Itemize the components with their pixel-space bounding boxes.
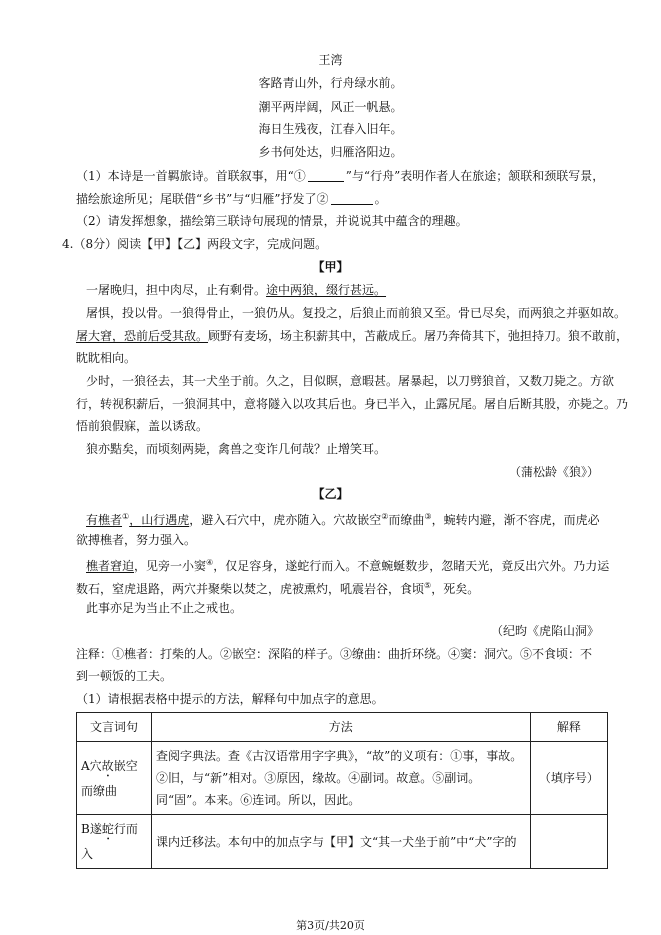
note-ref-3: ③ bbox=[424, 512, 432, 521]
row-a-method: 查阅字典法。查《古汉语常用字字典》，“故”的义项有：①事，事故。②旧，与“新”相对。③原因，缘故。④副词。故意。⑤副词。同“固”。本来。⑥连词。所以，因此。 bbox=[151, 742, 530, 815]
blank-2-mark: ② bbox=[316, 192, 329, 206]
jia-paragraph-5: 狼亦黠矣，而顷刻两毙，禽兽之变诈几何哉？止增笑耳。 bbox=[86, 442, 387, 456]
note-ref-4: ④ bbox=[206, 558, 214, 567]
jia-underlined-sentence-2: 屠大窘，恐前后受其敌。 bbox=[76, 329, 209, 343]
yi-source: （纪昀《虎陷山洞》 bbox=[490, 624, 599, 638]
notes-line-1: 注释：①樵者：打柴的人。②嵌空：深陷的样子。③缭曲：曲折环绕。④窦：洞穴。⑤不食顷：不 bbox=[76, 647, 593, 661]
passage-yi-title: 【乙】 bbox=[312, 487, 349, 501]
note-ref-1: ① bbox=[122, 512, 130, 521]
yi-paragraph-1-line-2: 欲搏樵者，努力强入。 bbox=[76, 533, 197, 547]
row-a-dotted-char: 故 bbox=[101, 758, 114, 773]
table-header-phrase: 文言词句 bbox=[77, 713, 152, 742]
row-a-answer[interactable]: （填序号） bbox=[530, 742, 607, 815]
jia-paragraph-4-line-1: 少时，一狼径去，其一犬坐于前。久之，目似瞑，意暇甚。屠暴起，以刀劈狼首，又数刀毙之。方欲 bbox=[86, 374, 615, 388]
table-header-row bbox=[77, 713, 608, 742]
blank-2[interactable] bbox=[331, 192, 373, 205]
jia-source: （蒲松龄《狼》） bbox=[508, 465, 599, 479]
row-a-phrase: A穴故嵌空而缭曲 bbox=[77, 742, 152, 815]
jia-paragraph-3-line-1: 屠大窘，恐前后受其敌。顾野有麦场，场主积薪其中，苫蔽成丘。屠乃奔倚其下，弛担持刀。狼不敢前， bbox=[76, 329, 629, 343]
poem-line-2: 潮平两岸阔，风正一帆悬。 bbox=[258, 100, 403, 114]
jia-paragraph-4-line-3: 悟前狼假寐，盖以诱敌。 bbox=[76, 419, 209, 433]
row-b-answer[interactable] bbox=[530, 815, 607, 869]
poem-line-3: 海日生残夜，江春入旧年。 bbox=[258, 122, 403, 136]
question-1-line-1: （1）本诗是一首羁旅诗。首联叙事，用“① ”与“行舟”表明作者人在旅途；颔联和颈联写景， bbox=[76, 169, 605, 183]
jia-paragraph-1: 一屠晚归，担中肉尽，止有剩骨。途中两狼，缀行甚远。 bbox=[86, 283, 387, 297]
blank-1[interactable] bbox=[308, 169, 344, 182]
note-ref-5: ⑤ bbox=[424, 581, 432, 590]
yi-paragraph-2-line-2: 数石，窒虎退路，两穴并聚柴以焚之，虎被熏灼，吼震岩谷，食顷⑤，死矣。 bbox=[76, 581, 480, 596]
row-b-phrase: B遂蛇行而入 bbox=[77, 815, 152, 869]
table-header-explanation: 解释 bbox=[530, 713, 607, 742]
yi-paragraph-2-line-1: 樵者窘迫，见旁一小窦④，仅足容身，遂蛇行而入。不意蜿蜒数步，忽睹天光，竟反出穴外。乃力运 bbox=[86, 558, 610, 573]
note-ref-2: ② bbox=[381, 512, 389, 521]
sub-question-1: （1）请根据表格中提示的方法，解释句中加点字的意思。 bbox=[76, 692, 384, 706]
yi-paragraph-3: 此事亦足为当止不止之戒也。 bbox=[86, 601, 243, 615]
table-row bbox=[77, 742, 608, 815]
yi-underlined-1: 有樵者 bbox=[86, 513, 123, 527]
passage-jia-title: 【甲】 bbox=[312, 260, 349, 274]
yi-underlined-2: 山行遇虎 bbox=[141, 513, 190, 527]
yi-paragraph-1-line-1: 有樵者①，山行遇虎，避入石穴中，虎亦随入。穴故嵌空②而缭曲③，蜿转内避，渐不容虎，而虎必 bbox=[86, 512, 600, 527]
poem-author: 王湾 bbox=[318, 53, 343, 67]
table-row bbox=[77, 815, 608, 869]
page-footer: 第3页/共20页 bbox=[296, 919, 365, 932]
table-header-method: 方法 bbox=[151, 713, 530, 742]
question-2: （2）请发挥想象，描绘第三联诗句展现的情景，并说说其中蕴含的理趣。 bbox=[76, 214, 468, 228]
blank-1-mark: ① bbox=[293, 169, 306, 183]
poem-line-4: 乡书何处达，归雁洛阳边。 bbox=[258, 145, 403, 159]
jia-paragraph-3-line-2: 眈眈相向。 bbox=[76, 351, 137, 365]
question-4-heading: 4.（8分）阅读【甲】【乙】两段文字，完成问题。 bbox=[62, 237, 328, 251]
row-b-dotted-char: 蛇 bbox=[101, 822, 114, 836]
jia-paragraph-4-line-2: 行，转视积薪后，一狼洞其中，意将隧入以攻其后也。身已半入，止露尻尾。屠自后断其股，亦毙之。乃 bbox=[76, 397, 629, 411]
row-b-method: 课内迁移法。本句中的加点字与【甲】文“其一犬坐于前”中“犬”字的 bbox=[151, 815, 530, 869]
method-table bbox=[76, 712, 608, 869]
question-1-line-2: 描绘旅途所见；尾联借“乡书”与“归雁”抒发了② 。 bbox=[76, 192, 387, 206]
jia-underlined-sentence-1: 途中两狼，缀行甚远。 bbox=[266, 283, 387, 297]
yi-underlined-3: 樵者窘迫 bbox=[86, 559, 135, 573]
poem-line-1: 客路青山外，行舟绿水前。 bbox=[258, 76, 403, 90]
notes-line-2: 到一顿饭的工夫。 bbox=[76, 669, 173, 683]
jia-paragraph-2: 屠惧，投以骨。一狼得骨止，一狼仍从。复投之，后狼止而前狼又至。骨已尽矣，而两狼之并驱如故。 bbox=[86, 306, 627, 320]
